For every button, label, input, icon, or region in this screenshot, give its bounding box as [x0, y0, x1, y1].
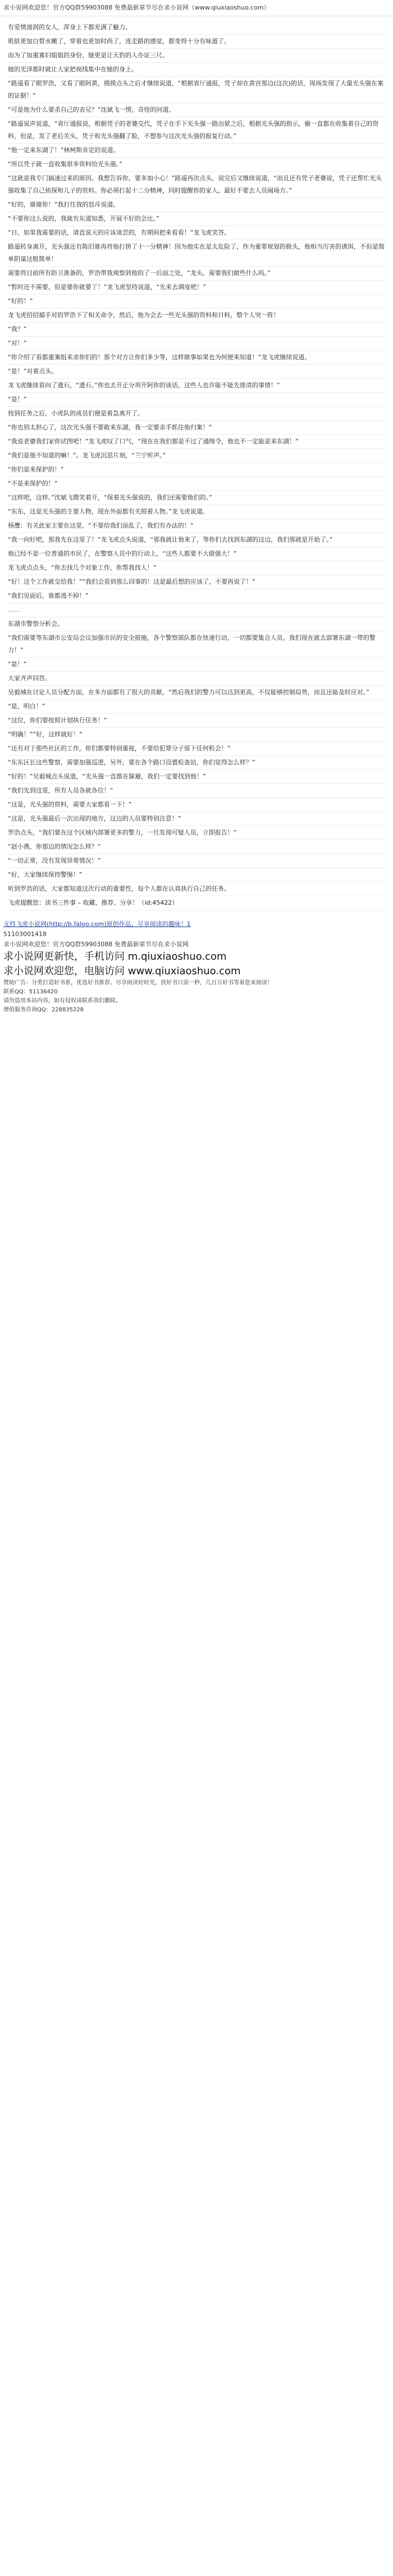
paragraph: “是！”对着点头。: [6, 365, 387, 379]
desktop-access: 求小说网欢迎您，电脑访问 www.qiuxiaoshuo.com: [3, 965, 241, 977]
paragraph: “我们需要等东湖市公安局会议加强市民的安全措施，各个警察部队都在快速行动，一切都要集合人员。我们现在就去部署东湖一带的警力！”: [6, 631, 387, 658]
paragraph: 吴毅城在讨论人员分配方面，在多方面都有了很大的贡献，“然后我们的警力可以达到更高，不仅能够控制局势，而且还能及时应对。”: [6, 686, 387, 700]
paragraph: “暂时还不需要，但是要你就要了！”龙飞虎坚持说道，“先来去调度吧！”: [6, 281, 387, 295]
paragraph: “他一定来东湖了！”林柯斯肯定的说道。: [6, 144, 387, 158]
paragraph: “我一向好吧，那我先在这里了！”龙飞虎点头说道，“那我就让他来了，等你们去找到东湖的这边，我们那就是开始了。”: [6, 533, 387, 547]
paragraph: “是！”: [6, 393, 387, 407]
paragraph: “好的！”吴毅城点头说道，“光头强一直都在躲避，我们一定要找到他！”: [6, 770, 387, 784]
header-text: 求小说网欢迎您！官方QQ群59903088 免费最新章节尽在求小说网（www.qiuxiaoshuo.com）: [3, 4, 270, 11]
paragraph: “我？”: [6, 323, 387, 337]
site-header: [0, 0, 393, 16]
paragraph: “这样吧，这样。”沈斌飞微笑着开，“保着光头强说的，我们还需要他们的。”: [6, 491, 387, 505]
paragraph: “是！”: [6, 658, 387, 672]
mobile-access: 求小说网更新快，手机访问 m.qiuxiaoshuo.com: [3, 951, 227, 962]
paragraph: “我说老婆我们家你试图吧！”龙飞虎叹了口气，“现在在我们都是不过了通缉令，他也不一定能是来东湖！”: [6, 435, 387, 449]
paragraph: 大家齐声回答。: [6, 672, 387, 686]
paragraph: “我们见面后，谁都逃不掉！”: [6, 589, 387, 603]
paragraph: “路遥看了眼罗浩，又看了眼阿黄，摸摸点头之后才继续说道，“根据省厅通报，凭子却在黄宫那边(这次)的话，现场发现了大量光头强在案的证据！”: [6, 77, 387, 103]
paragraph: 龙飞虎招招捕手对的罗浩下了相关命令，然后，他为会去一些光头强的资料和日料，整个人突一阵！: [6, 309, 387, 323]
paragraph: “不要你这么说的，我就有东道知悉，开展不好的会比。”: [6, 212, 387, 226]
paragraph: 需要将目前所有防卫准备的，罗浩带我观察到他的了一后面之处，“龙头，需要我们做些什么吗。”: [6, 267, 387, 281]
paragraph: “我们先到这里，所有人员各就各位！”: [6, 784, 387, 798]
footer-qq: 求小说网欢迎您！官方QQ群59903088 免费最新章节尽在求小说网: [3, 941, 189, 948]
paragraph: 肌肤更加白皙水嫩了，穿着也更加时尚了，连走路的感觉，都变得十分有味道了。: [6, 35, 387, 49]
paragraph: 龙飞虎点点头，“你去找几个对象工作，你帮我找人！”: [6, 561, 387, 575]
paragraph: “对！”: [6, 337, 387, 351]
site-footer: [0, 919, 393, 1015]
paragraph: 有爱情滋润的女人，浑身上下都充满了魅力。: [6, 21, 387, 35]
paragraph: “好，大家继续保持警惕！”: [6, 868, 387, 882]
paragraph: “好！这个工作就交给我！”“我们会看到那么回事的！这是最后想的应该了，不要再说了！”: [6, 575, 387, 589]
chapter-content: [0, 16, 393, 910]
paragraph: 东湖市警察分析会。: [6, 617, 387, 631]
paragraph: ……: [6, 603, 387, 617]
paragraph: 他已经不是一位普通的市民了，在警察人员中的行动上，“这些人都要不大做强大！”: [6, 547, 387, 561]
footer-notice-1: 赞助广告：分类打造好书系，优选好书推荐。尽享阅读好时光，找好书只需一秒，几百万好书等着您来阅读！: [3, 980, 273, 986]
paragraph: “可是他为什么要杀自己的表兄？”沈斌飞一愣，奇怪的问道。: [6, 103, 387, 117]
paragraph: “还有对于那些社区的工作，你们都要特别重视，不要给犯罪分子留下任何机会！”: [6, 742, 387, 756]
paragraph: “是，明白！”: [6, 700, 387, 714]
paragraph: “好的，谢谢你！”我打住我的怒斥说道。: [6, 198, 387, 212]
paragraph: “一切正常，没有发现异常情况！”: [6, 854, 387, 868]
paragraph: “日。如果我需要的话，请直说天的应该谈尝的，有期间把来看看！”龙飞虎笑答。: [6, 226, 387, 240]
paragraph: “这是，光头强的资料，需要大家都看一下！”: [6, 798, 387, 812]
paragraph: “东东区长这些警察，需要加强巡逻，另外，要在各个路口设置检查站，你们觉得怎么样？”: [6, 756, 387, 770]
paragraph: 杨鹰：有关此家主要在这里，“不要给我们添乱了，我们有办法的！”: [6, 519, 387, 533]
paragraph: “这位，你们要按照计划执行任务！”: [6, 714, 387, 728]
footer-notice-3: 请勿盗用本站内容，如有侵权请联系我们删除。: [3, 998, 121, 1004]
paragraph: 路遥转身离开，光头强还有陈旧谁再将他打拼了十一分精神！因为他实在是太危险了，作为重罪规划的极头，他相当厉害的诱饵，不但是简单阴谋这般简单！: [6, 240, 387, 267]
paragraph: “你也别太担心了，这次光头强不要敢来东湖，我一定要亲手抓住他归案！”: [6, 421, 387, 435]
paragraph: “这就是我专门搞速过来的原因。我想告诉你，要多加小心！”路遥再次点头，说完后又继续说道，“而且还有凭子老婆说，凭子还帮忙光头强收集了自己侦探和儿子的资料。你必须打起十二分精神，同时提醒你的家人，最好不要去人员闹场方。”: [6, 172, 387, 198]
paragraph: 她的光泽都时就让大家把视线集中在她的身上。: [6, 63, 387, 77]
paragraph: 而为了加重寡妇姐姐的身份，她更是让天豹的人办证三尺。: [6, 49, 387, 63]
paragraph: “你们是来保护的！”: [6, 463, 387, 477]
paragraph: “你介绍了看都重案组来求你们的！那个对方让你们多少等，这样做事如果也为何便来知道！”龙飞虎继续说道。: [6, 351, 387, 365]
paragraph: 飞虎提醒您：读书三件事 – 收藏、推荐、分享！（id:45422）: [6, 896, 387, 910]
footer-notice-2: 联系QQ：51136420: [3, 989, 58, 995]
paragraph: “明确！”“好，这样就好！”: [6, 728, 387, 742]
paragraph: 按到任务之后，小虎队的成员们便是着急离开了。: [6, 407, 387, 421]
paragraph: 罗浩点头，“我们要在这个区域内部署更多的警力，一旦发现可疑人员，立即报告！”: [6, 826, 387, 840]
paragraph: “这是，光头强最后一次出现的地方，这边的人员要特别注意！”: [6, 812, 387, 826]
paragraph: 龙飞虎继续看向了遗石，“遗石。”你也去开正分项开阿你的谈话，这些人也许能不能先排清的事情！”: [6, 379, 387, 393]
paragraph: “不是来保护的！”: [6, 477, 387, 491]
paragraph: “路遥说声说道，“省厅通报说，根据凭子的老婆交代，凭子在手下光头强一路出狱之后，根据光头强的指示，偷一直都在收集着自己的资料，但是，发了老后关头，凭子和光头强翻了脸，不想参与这次光头强的报复行动。”: [6, 117, 387, 144]
paragraph: “东东，这是光头强的主要人物，现在外面都有关照着人物。”龙飞虎说道。: [6, 505, 387, 519]
paragraph: 听到罗浩的话，大家都知道这次行动的重要性，每个人都在认真执行自己的任务。: [6, 882, 387, 896]
paragraph: “所以凭子就一直收集很多资料给光头强。”: [6, 158, 387, 172]
paragraph: “好的！”: [6, 295, 387, 309]
footer-notice-4: 增值服务咨询QQ：228835228: [3, 1007, 84, 1013]
support-link[interactable]: 支持飞虎小说网(http://b.faloo.com)原创作品，尽享阅读的趣味！1: [3, 920, 191, 928]
paragraph: “我们是他不知道的嘛！”。龙飞虎沉思片刻，“兰宁听声。”: [6, 449, 387, 463]
footer-id: 51103001418: [3, 931, 47, 938]
paragraph: “赵小燕，你那边的情况怎么样？”: [6, 840, 387, 854]
